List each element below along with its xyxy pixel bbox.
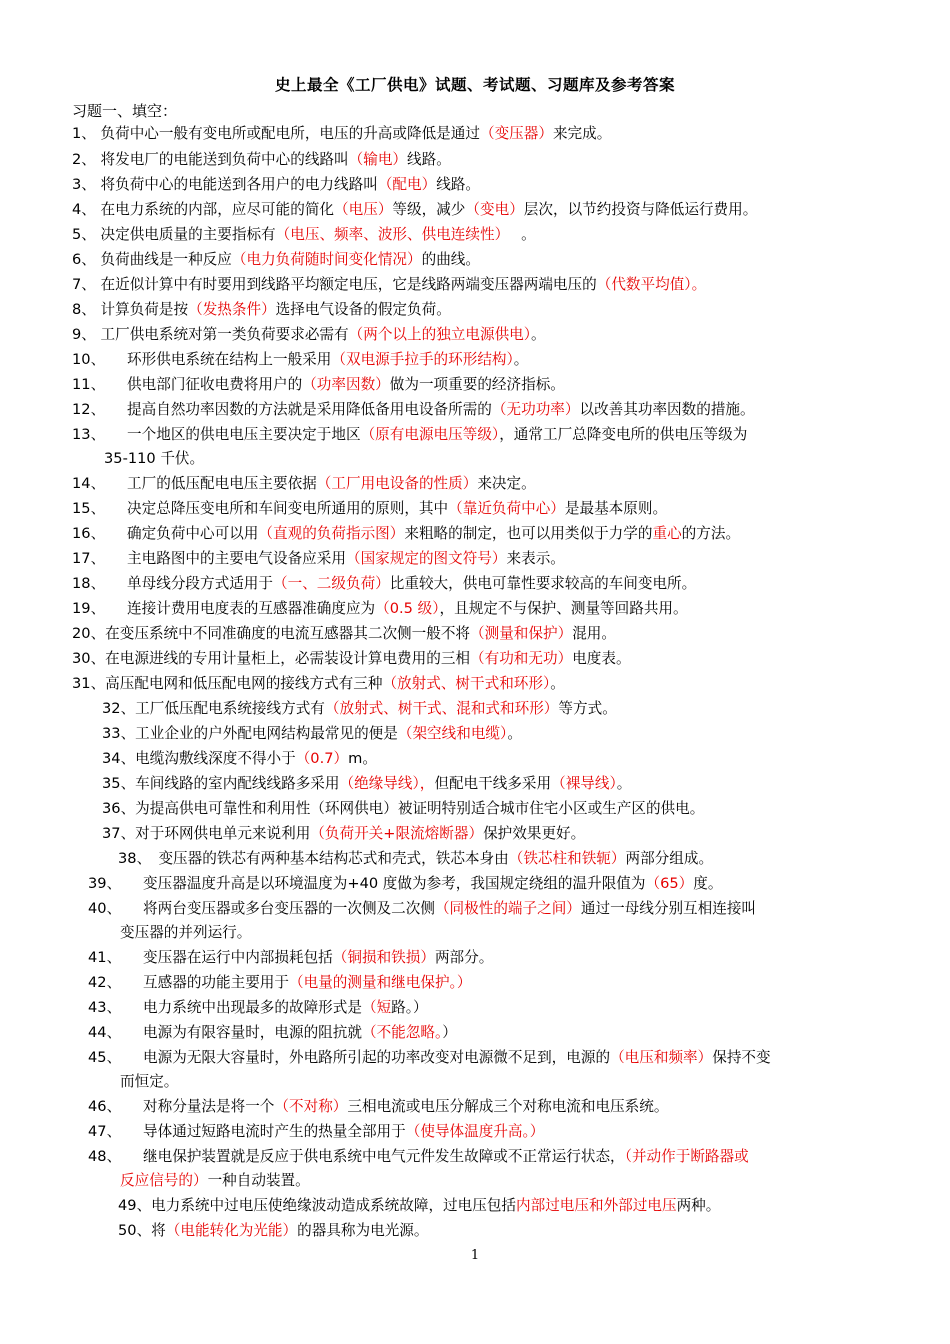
page-number: 1 — [470, 1248, 480, 1263]
question-text: 做为一项重要的经济指标。 — [389, 376, 565, 393]
question-line — [118, 1221, 428, 1241]
question-line — [72, 250, 480, 270]
question-text: 选择电气设备的假定负荷。 — [275, 301, 451, 318]
question-text: 混用。 — [572, 625, 616, 642]
question-line — [102, 799, 704, 819]
answer-text: （配电） — [377, 176, 437, 193]
question-text: 度。 — [693, 875, 723, 892]
answer-text: （电压和频率） — [610, 1049, 713, 1066]
question-line — [102, 749, 377, 769]
question-text: 40、 将两台变压器或多台变压器的一次侧及二次侧 — [88, 900, 435, 917]
question-text: 17、 主电路图中的主要电气设备应采用 — [72, 550, 346, 567]
question-text: 比重较大，供电可靠性要求较高的车间变电所。 — [389, 575, 697, 592]
question-text: 两种。 — [676, 1197, 721, 1214]
answer-text: （功率因数） — [302, 376, 390, 393]
question-text: 1、 负荷中心一般有变电所或配电所，电压的升高或降低是通过 — [72, 125, 480, 142]
answer-text: （国家规定的图文符号） — [345, 550, 507, 567]
question-line — [72, 300, 451, 320]
question-text: 三相电流或电压分解成三个对称电流和电压系统。 — [347, 1098, 669, 1115]
question-line — [72, 574, 696, 594]
question-text: 保护效果更好。 — [483, 825, 586, 842]
answer-text: （绝缘导线）， — [339, 775, 435, 792]
question-text: 9、 工厂供电系统对第一类负荷要求必需有 — [72, 326, 349, 343]
question-line — [72, 150, 451, 170]
question-text: 47、 导体通过短路电流时产生的热量全部用于 — [88, 1123, 406, 1140]
question-line — [72, 175, 480, 195]
question-text: 。 — [507, 725, 522, 742]
question-text: 6、 负荷曲线是一种反应 — [72, 251, 232, 268]
question-text: 。 — [513, 351, 529, 368]
answer-text: （负荷开关+限流熔断器） — [310, 825, 484, 842]
question-text: 两部分组成。 — [625, 850, 714, 867]
question-line — [72, 225, 536, 245]
answer-text: （变电） — [465, 201, 524, 218]
question-text: 15、 决定总降压变电所和车间变电所通用的原则，其中 — [72, 500, 449, 517]
question-line — [120, 923, 251, 943]
question-line — [88, 1048, 771, 1068]
answer-text: （放射式、树干式和环形） — [382, 675, 551, 692]
answer-text: （电能转化为光能） — [165, 1222, 298, 1239]
answer-text: （一、二级负荷） — [273, 575, 390, 592]
question-text: 。 — [616, 775, 632, 792]
question-text: 30、在电源进线的专用计量柜上，必需装设计算电费用的三相 — [72, 650, 471, 667]
question-text: 12、 提高自然功率因数的方法就是采用降低备用电设备所需的 — [72, 401, 492, 418]
question-line — [88, 998, 428, 1018]
question-text: 10、 环形供电系统在结构上一般采用 — [72, 351, 332, 368]
question-text: 等级，减少 — [392, 201, 466, 218]
question-text: 42、 互感器的功能主要用于 — [88, 974, 289, 991]
answer-text: （工厂用电设备的性质） — [316, 475, 478, 492]
question-text: 49、电力系统中过电压使绝缘波动造成系统故障，过电压包括 — [118, 1197, 517, 1214]
question-text: 来决定。 — [477, 475, 536, 492]
question-text: 39、 变压器温度升高是以环境温度为+40 度做为参考，我国规定绕组的温升限值为 — [88, 875, 646, 892]
answer-text: （电压、频率、波形、供电连续性） — [275, 226, 502, 243]
question-text: 电度表。 — [572, 650, 631, 667]
question-line — [72, 200, 757, 220]
question-line — [88, 1122, 544, 1142]
question-text: 32、工厂低压配电系统接线方式有 — [102, 700, 325, 717]
question-line — [120, 1072, 178, 1092]
question-text: 线路。 — [407, 151, 451, 168]
question-line — [72, 124, 611, 144]
question-line — [72, 325, 546, 345]
answer-text: （铜损和铁损） — [332, 949, 435, 966]
question-text: 43、 电力系统中出现最多的故障形式是 — [88, 999, 362, 1016]
question-text: 一种自动装置。 — [207, 1172, 310, 1189]
question-line — [72, 400, 755, 420]
answer-text: （代数平均值）。 — [596, 276, 707, 293]
question-text: 38、 变压器的铁芯有两种基本结构芯式和壳式，铁芯本身由 — [118, 850, 509, 867]
question-line — [88, 1023, 457, 1043]
answer-text: 重心 — [652, 525, 682, 542]
question-line — [72, 674, 565, 694]
answer-text: （同极性的端子之间） — [434, 900, 581, 917]
question-line — [118, 1196, 720, 1216]
question-line — [88, 973, 471, 993]
question-text: 46、 对称分量法是将一个 — [88, 1098, 275, 1115]
question-line — [88, 1147, 749, 1167]
question-line — [88, 1097, 668, 1117]
question-text: 48、 继电保护装置就是反应于供电系统中电气元件发生故障或不正常运行状态， — [88, 1148, 625, 1165]
question-text: 50、将 — [118, 1222, 166, 1239]
question-line — [72, 524, 740, 544]
question-text: 14、 工厂的低压配电电压主要依据 — [72, 475, 317, 492]
question-text: 8、 计算负荷是按 — [72, 301, 189, 318]
question-text: 41、 变压器在运行中内部损耗包括 — [88, 949, 333, 966]
question-text: 而恒定。 — [120, 1073, 179, 1090]
answer-text: （铁芯柱和铁轭） — [508, 850, 626, 867]
question-text: ，通常工厂总降变电所的供电压等级为 — [499, 426, 748, 443]
answer-text: （直观的负荷指示图） — [258, 525, 405, 542]
question-text: 变压器的并列运行。 — [120, 924, 252, 941]
question-line — [118, 849, 713, 869]
answer-text: （有功和无功） — [470, 650, 573, 667]
question-text: 等方式。 — [558, 700, 617, 717]
answer-text: （靠近负荷中心） — [448, 500, 565, 517]
question-text: 35-110 千伏。 — [104, 450, 205, 467]
answer-text: （变压器） — [479, 125, 553, 142]
question-text: 18、 单母线分段方式适用于 — [72, 575, 273, 592]
answer-text: （短 — [361, 999, 392, 1016]
document-title: 史上最全《工厂供电》试题、考试题、习题库及参考答案 — [274, 76, 675, 94]
answer-text: 反应信号的） — [120, 1172, 208, 1189]
question-text: m。 — [348, 750, 377, 767]
question-line — [72, 499, 667, 519]
question-text: 34、电缆沟敷线深度不得小于 — [102, 750, 296, 767]
question-text: 19、 连接计费用电度表的互感器准确度应为 — [72, 600, 376, 617]
question-text: 5、 决定供电质量的主要指标有 — [72, 226, 276, 243]
question-text: 层次，以节约投资与降低运行费用。 — [523, 201, 758, 218]
question-text: 4、 在电力系统的内部，应尽可能的简化 — [72, 201, 335, 218]
question-line — [102, 699, 617, 719]
question-text: 线路。 — [436, 176, 480, 193]
answer-text: （电量的测量和继电保护。） — [289, 974, 472, 991]
answer-text: （无功功率） — [491, 401, 580, 418]
question-line — [72, 275, 706, 295]
question-text: 两部分。 — [434, 949, 494, 966]
question-text: 来粗略的制定，也可以用类似于力学的 — [404, 525, 653, 542]
answer-text: （输电） — [348, 151, 408, 168]
answer-text: （0.7） — [295, 750, 349, 767]
question-text: 的器具称为电光源。 — [297, 1222, 429, 1239]
question-text: 但配电干线多采用 — [434, 775, 552, 792]
question-text: ，且规定不与保护、测量等回路共用。 — [439, 600, 688, 617]
question-text: ） — [442, 1024, 457, 1041]
question-text: 37、对于环网供电单元来说利用 — [102, 825, 311, 842]
question-line — [102, 824, 585, 844]
answer-text: （并动作于断路器或 — [624, 1148, 749, 1165]
question-text: 35、车间线路的室内配线线路多采用 — [102, 775, 340, 792]
answer-text: （0.5 级） — [375, 600, 440, 617]
answer-text: （不对称） — [274, 1098, 348, 1115]
question-text: 保持不变 — [712, 1049, 771, 1066]
question-line — [72, 425, 747, 445]
question-text: 。 — [501, 226, 536, 243]
question-line — [72, 649, 631, 669]
answer-text: （不能忽略。 — [361, 1024, 443, 1041]
answer-text: （架空线和电缆） — [397, 725, 508, 742]
question-line — [104, 449, 204, 469]
question-text: 31、高压配电网和低压配电网的接线方式有三种 — [72, 675, 383, 692]
question-text: 7、 在近似计算中有时要用到线路平均额定电压，它是线路两端变压器两端电压的 — [72, 276, 597, 293]
question-text: 16、 确定负荷中心可以用 — [72, 525, 259, 542]
question-line — [72, 350, 528, 370]
answer-text: （裸导线） — [551, 775, 617, 792]
question-text: 来表示。 — [506, 550, 565, 567]
question-text: 的曲线。 — [421, 251, 480, 268]
question-text: 通过一母线分别互相连接叫 — [580, 900, 757, 917]
question-text: 。 — [531, 326, 546, 343]
answer-text: （电力负荷随时间变化情况） — [231, 251, 422, 268]
question-line — [88, 948, 493, 968]
question-text: 。 — [550, 675, 565, 692]
question-line — [120, 1171, 310, 1191]
answer-text: （发热条件） — [188, 301, 276, 318]
question-text: 20、在变压系统中不同准确度的电流互感器其二次侧一般不将 — [72, 625, 471, 642]
question-text: 2、 将发电厂的电能送到负荷中心的线路叫 — [72, 151, 349, 168]
question-text: 33、工业企业的户外配电网结构最常见的便是 — [102, 725, 398, 742]
question-line — [72, 375, 565, 395]
question-text: 是最基本原则。 — [564, 500, 668, 517]
question-line — [72, 474, 536, 494]
question-line — [102, 724, 522, 744]
question-text: 以改善其功率因数的措施。 — [579, 401, 755, 418]
question-text: 的方法。 — [681, 525, 741, 542]
section-heading: 习题一、填空： — [72, 102, 178, 120]
question-line — [102, 774, 631, 794]
answer-text: （65） — [645, 875, 694, 892]
question-text: 11、 供电部门征收电费将用户的 — [72, 376, 303, 393]
answer-text: （使导体温度升高。） — [405, 1123, 545, 1140]
answer-text: （两个以上的独立电源供电） — [348, 326, 532, 343]
answer-text: （测量和保护） — [470, 625, 573, 642]
question-text: 路。） — [391, 999, 428, 1016]
question-text: 36、为提高供电可靠性和利用性（环网供电）被证明特别适合城市住宅小区或生产区的供电。 — [102, 800, 705, 817]
question-line — [72, 549, 565, 569]
question-line — [72, 599, 688, 619]
question-text: 来完成。 — [552, 125, 612, 142]
question-line — [88, 899, 756, 919]
question-line — [88, 874, 722, 894]
answer-text: （电压） — [334, 201, 393, 218]
answer-text: （原有电源电压等级） — [360, 426, 500, 443]
question-line — [72, 624, 616, 644]
question-text: 45、 电源为无限大容量时，外电路所引起的功率改变对电源微不足到，电源的 — [88, 1049, 611, 1066]
answer-text: （双电源手拉手的环形结构） — [331, 351, 514, 368]
answer-text: 内部过电压和外部过电压 — [516, 1197, 677, 1214]
answer-text: （放射式、树干式、混和式和环形） — [324, 700, 559, 717]
question-text: 13、 一个地区的供电电压主要决定于地区 — [72, 426, 361, 443]
question-text: 44、 电源为有限容量时，电源的阻抗就 — [88, 1024, 362, 1041]
question-text: 3、 将负荷中心的电能送到各用户的电力线路叫 — [72, 176, 378, 193]
